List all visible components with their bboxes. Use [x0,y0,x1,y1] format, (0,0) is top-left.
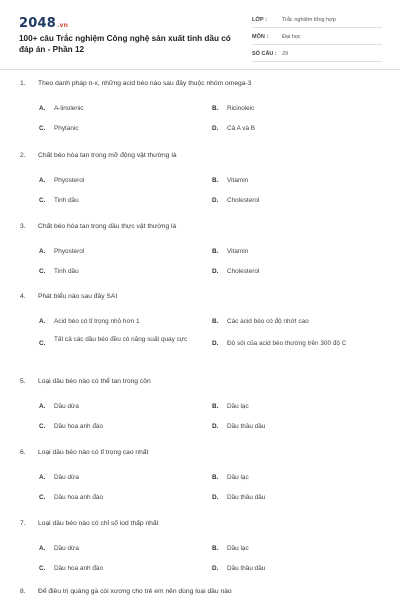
option-letter: D. [212,268,219,275]
option-letter: B. [212,318,219,325]
logo-text: 2048 [19,16,56,31]
option-text: Dầu lạc [227,403,249,410]
option-text: Vitamin [227,177,249,184]
option-text: A-linolenic [54,105,84,112]
option-letter: A. [39,318,46,325]
option-text: Ricinoleic [227,105,255,112]
question-number: 7. [20,520,26,527]
option-text: Vitamin [227,248,249,255]
option-text: Dầu dừa [54,403,79,410]
option-text: Dầu hoa anh đào [54,494,104,501]
option-letter: D. [212,197,219,204]
option-text: Tất cả các dầu béo đều có năng suất quay cực [54,336,188,343]
question-text [20,80,251,87]
option-letter: A. [39,105,46,112]
question-text [20,520,158,527]
question-text [20,152,177,159]
logo-suffix: .vn [56,22,69,29]
option-letter: D. [212,125,219,132]
option-letter: C. [39,268,46,275]
option-letter: C. [39,565,46,572]
option-letter: C. [39,423,46,430]
option-letter: A. [39,474,46,481]
option-letter: A. [39,545,46,552]
document-header [0,0,400,62]
option-letter: B. [212,545,219,552]
option-letter: B. [212,177,219,184]
option-letter: D. [212,340,219,347]
option-text: Dầu hoa anh đào [54,423,104,430]
option-text: Dầu thầu dầu [227,494,266,501]
meta-value: 29 [282,51,289,57]
option-letter: A. [39,177,46,184]
header-divider [0,69,400,70]
question-stem: Chất béo hòa tan trong mỡ động vật thường là [38,152,177,159]
option-text: Tinh dầu [54,197,79,204]
question-text [20,223,176,230]
question-number: 6. [20,449,26,456]
site-logo[interactable] [19,16,68,31]
meta-label: LỚP : [252,17,267,23]
option-letter: A. [39,248,46,255]
question-stem: Phát biểu nào sau đây SAI [38,293,118,300]
question-stem: Theo danh pháp n-x, những acid béo nào sau đây thuộc nhóm omega-3 [38,80,252,87]
option-text: Phyosterol [54,248,85,255]
option-letter: D. [212,565,219,572]
question-text [20,378,151,385]
question-number: 3. [20,223,26,230]
option-letter: B. [212,474,219,481]
option-text: Độ sôi của acid béo thường trên 300 độ C [227,340,347,347]
option-letter: C. [39,197,46,204]
option-text: Acid béo có tỉ trọng nhỏ hơn 1 [54,318,140,325]
question-text [20,293,117,300]
option-letter: B. [212,105,219,112]
question-number: 1. [20,80,26,87]
question-stem: Loại dầu béo nào có tỉ trọng cao nhất [38,449,149,456]
question-stem: Để điều trị quáng gà còi xương cho trẻ em nên dùng loại dầu nào [38,588,232,595]
option-text: Dầu dừa [54,474,79,481]
option-text: Phytanic [54,125,79,132]
meta-value: Trắc nghiệm tổng hợp [282,17,336,23]
option-text: Cả A và B [227,125,256,132]
option-text: Dầu thầu dầu [227,423,266,430]
option-text: Cholesterol [227,268,260,275]
question-stem: Loại dầu béo nào có thể tan trong cồn [38,378,151,385]
question-number: 5. [20,378,26,385]
option-letter: D. [212,423,219,430]
question-stem: Chất béo hòa tan trong dầu thực vật thường là [38,223,177,230]
option-text: Dầu hoa anh đào [54,565,104,572]
option-text: Cholesterol [227,197,260,204]
option-text: Dầu dừa [54,545,79,552]
option-letter: D. [212,494,219,501]
meta-row-count [252,47,382,62]
document-title: 100+ câu Trắc nghiệm Công nghệ sản xuất tinh dầu có đáp án - Phần 12 [19,34,231,54]
document-meta [252,13,382,64]
question-text [20,449,148,456]
option-text: Các acid béo có độ nhớt cao [227,318,309,325]
option-letter: C. [39,494,46,501]
meta-label: SỐ CÂU : [252,51,277,57]
question-stem: Loại dầu béo nào có chỉ số iod thấp nhất [38,520,159,527]
option-letter: C. [39,340,46,347]
option-letter: C. [39,125,46,132]
option-text: Dầu thầu dầu [227,565,266,572]
option-letter: B. [212,248,219,255]
option-text: Dầu lạc [227,545,249,552]
option-text: Phyosterol [54,177,85,184]
option-letter: A. [39,403,46,410]
question-number: 2. [20,152,26,159]
meta-label: MÔN : [252,34,269,40]
option-text: Tinh dầu [54,268,79,275]
meta-value: Đại học [282,34,301,40]
question-number: 4. [20,293,26,300]
option-text: Dầu lạc [227,474,249,481]
meta-row-subject [252,30,382,45]
option-letter: B. [212,403,219,410]
question-text [20,588,232,595]
question-number: 8. [20,588,26,595]
meta-row-class [252,13,382,28]
